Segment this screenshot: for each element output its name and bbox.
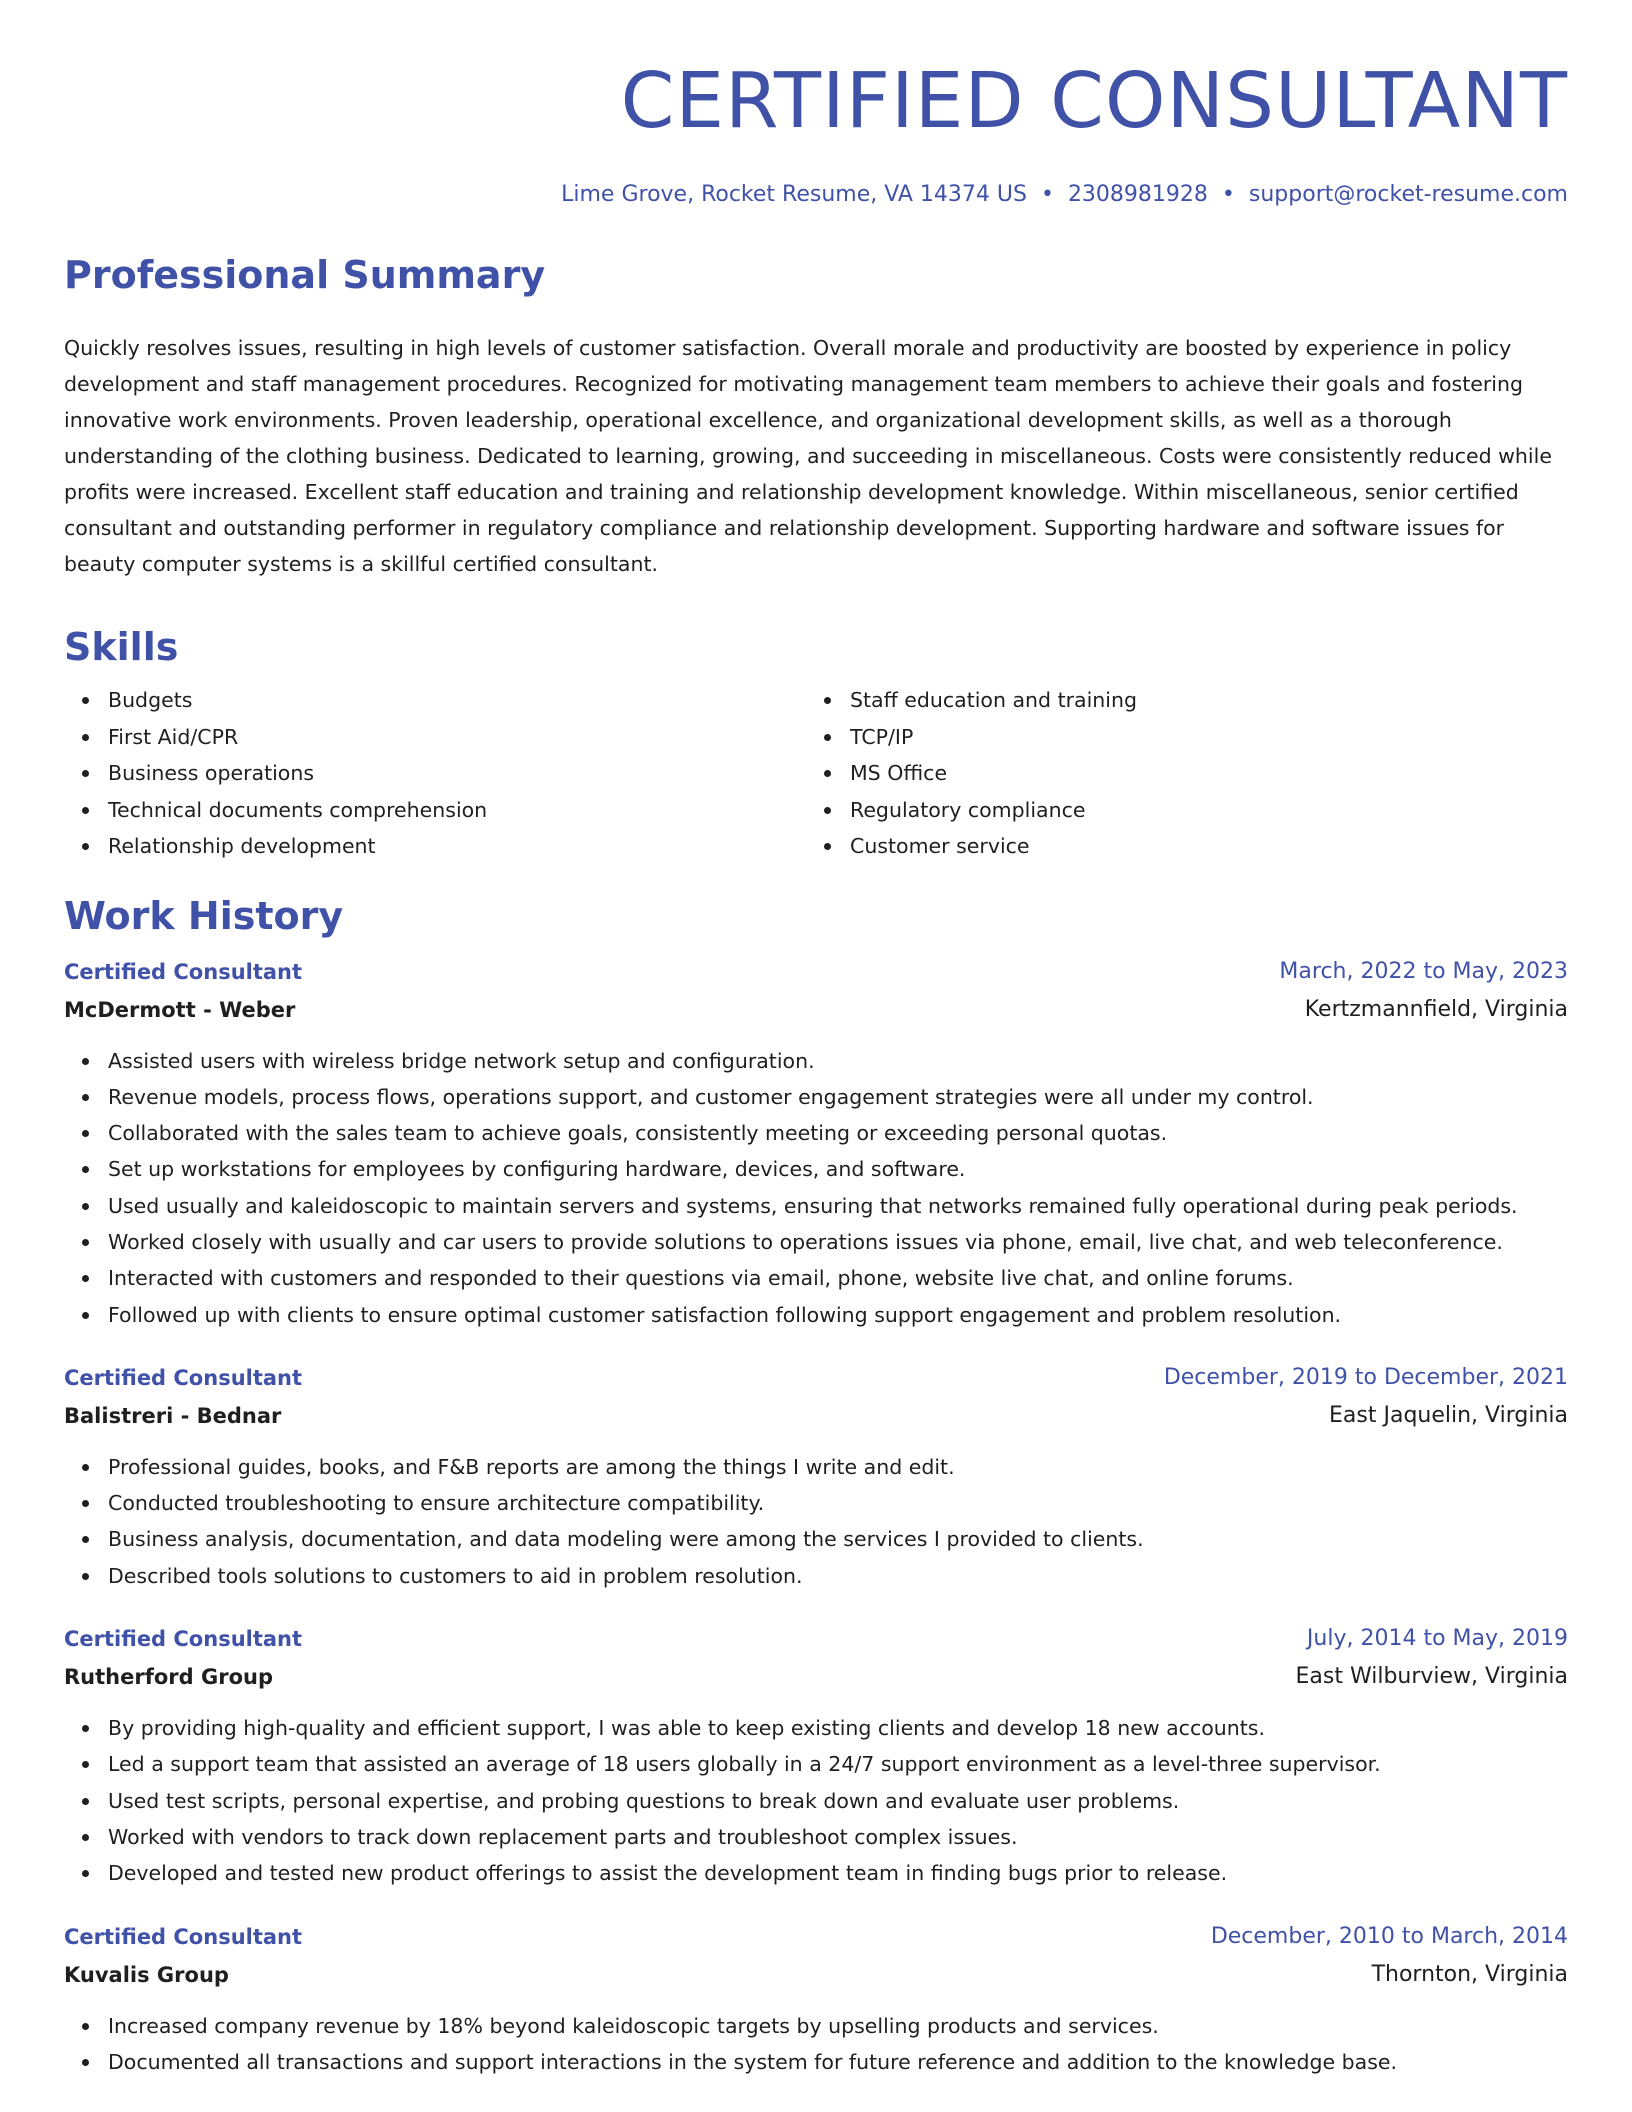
skills-column-right [806,682,1548,865]
job-header-row [64,1918,1568,1956]
duty-item: Increased company revenue by 18% beyond kaleidoscopic targets by upselling products and services. [64,2008,1568,2044]
job-entry [64,953,1568,1359]
duty-item: By providing high-quality and efficient support, I was able to keep existing clients and develop 18 new accounts. [64,1710,1568,1746]
summary-heading: Professional Summary [64,253,546,297]
skill-item: Regulatory compliance [806,792,1548,829]
job-header-row [64,953,1568,991]
duty-item: Interacted with customers and responded to their questions via email, phone, website live chat, and online forums. [64,1260,1568,1296]
duty-item: Documented all transactions and support interactions in the system for future reference and addition to the knowledge base. [64,2044,1568,2080]
job-company: Rutherford Group [64,1665,273,1690]
contact-line [64,158,1568,256]
job-header-row [64,1359,1568,1397]
duty-item: Revenue models, process flows, operations support, and customer engagement strategies were all under my control. [64,1079,1568,1115]
job-location: Thornton, Virginia [1371,1961,1568,1987]
job-company: McDermott - Weber [64,997,296,1022]
job-title: Certified Consultant [64,1924,303,1949]
job-header-row [64,1620,1568,1658]
work-history-heading: Work History [64,893,344,938]
duty-item: Collaborated with the sales team to achieve goals, consistently meeting or exceeding personal quotas. [64,1115,1568,1151]
duty-item: Assisted users with wireless bridge network setup and configuration. [64,1043,1568,1079]
skills-column-left [64,682,806,865]
job-company-row [64,1658,1568,1696]
skill-item: Customer service [806,828,1548,865]
job-company-row [64,1956,1568,1994]
duty-item: Described tools solutions to customers to aid in problem resolution. [64,1558,1568,1594]
job-dates: March, 2022 to May, 2023 [1279,958,1568,984]
contact-separator: • [1040,182,1054,207]
job-location: East Wilburview, Virginia [1295,1664,1568,1690]
job-title: Certified Consultant [64,1365,303,1390]
job-duties [64,1696,1568,1917]
candidate-name: CERTIFIED CONSULTANT [620,57,1568,146]
job-dates: December, 2019 to December, 2021 [1163,1364,1568,1390]
duty-item: Followed up with clients to ensure optimal customer satisfaction following support engagement and problem resolution. [64,1297,1568,1333]
duty-item: Conducted troubleshooting to ensure architecture compatibility. [64,1485,1568,1521]
job-company-row [64,991,1568,1029]
duty-item: Worked closely with usually and car users to provide solutions to operations issues via phone, email, live chat, and web teleconference. [64,1224,1568,1260]
job-location: East Jaquelin, Virginia [1329,1402,1568,1428]
duty-item: Led a support team that assisted an average of 18 users globally in a 24/7 support environment as a level-three supervisor. [64,1746,1568,1782]
duty-item: Used usually and kaleidoscopic to maintain servers and systems, ensuring that networks remained fully operational during peak periods. [64,1188,1568,1224]
duty-item: Developed and tested new product offerings to assist the development team in finding bugs prior to release. [64,1855,1568,1891]
skill-item: Relationship development [64,828,806,865]
skill-item: Staff education and training [806,682,1548,719]
job-duties [64,1435,1568,1620]
job-company: Balistreri - Bednar [64,1403,282,1428]
job-dates: December, 2010 to March, 2014 [1210,1923,1568,1949]
job-location: Kertzmannfield, Virginia [1304,996,1568,1022]
duty-item: Business analysis, documentation, and data modeling were among the services I provided to clients. [64,1521,1568,1557]
job-company: Kuvalis Group [64,1962,229,1987]
skill-item: Technical documents comprehension [64,792,806,829]
duty-item: Worked with vendors to track down replacement parts and troubleshoot complex issues. [64,1819,1568,1855]
duty-item: Professional guides, books, and F&B reports are among the things I write and edit. [64,1449,1568,1485]
job-entry [64,1620,1568,1917]
duty-item: Set up workstations for employees by configuring hardware, devices, and software. [64,1151,1568,1187]
contact-email[interactable]: support@rocket-resume.com [1248,182,1568,207]
contact-address: Lime Grove, Rocket Resume, VA 14374 US [561,182,1027,207]
skills-list [64,682,1568,865]
contact-separator: • [1221,182,1235,207]
job-title: Certified Consultant [64,959,303,984]
job-entry [64,1918,1568,2107]
job-entry [64,1359,1568,1620]
skill-item: TCP/IP [806,719,1548,756]
duty-item: Used test scripts, personal expertise, and probing questions to break down and evaluate user problems. [64,1783,1568,1819]
job-dates: July, 2014 to May, 2019 [1306,1626,1568,1652]
skill-item: Budgets [64,682,806,719]
skill-item: MS Office [806,755,1548,792]
job-duties [64,1029,1568,1359]
skills-heading: Skills [64,625,179,669]
job-company-row [64,1397,1568,1435]
job-duties [64,1994,1568,2107]
skill-item: Business operations [64,755,806,792]
contact-phone[interactable]: 2308981928 [1067,182,1208,207]
summary-text: Quickly resolves issues, resulting in high levels of customer satisfaction. Overall morale and productivity are boosted by experience in policy development and staff management procedures. Recognized for motivating management team members to achieve their goals and fostering innovative work environments. Proven leadership, operational excellence, and organizational development skills, as well as a thorough understanding of the clothing business. Dedicated to learning, growing, and succeeding in miscellaneous. Costs were consistently reduced while profits were increased. Excellent staff education and training and relationship development knowledge. Within miscellaneous, senior certified consultant and outstanding performer in regulatory compliance and relationship development. Supporting hardware and software issues for beauty computer systems is a skillful certified consultant. [64,336,1552,576]
skill-item: First Aid/CPR [64,719,806,756]
job-title: Certified Consultant [64,1627,303,1652]
